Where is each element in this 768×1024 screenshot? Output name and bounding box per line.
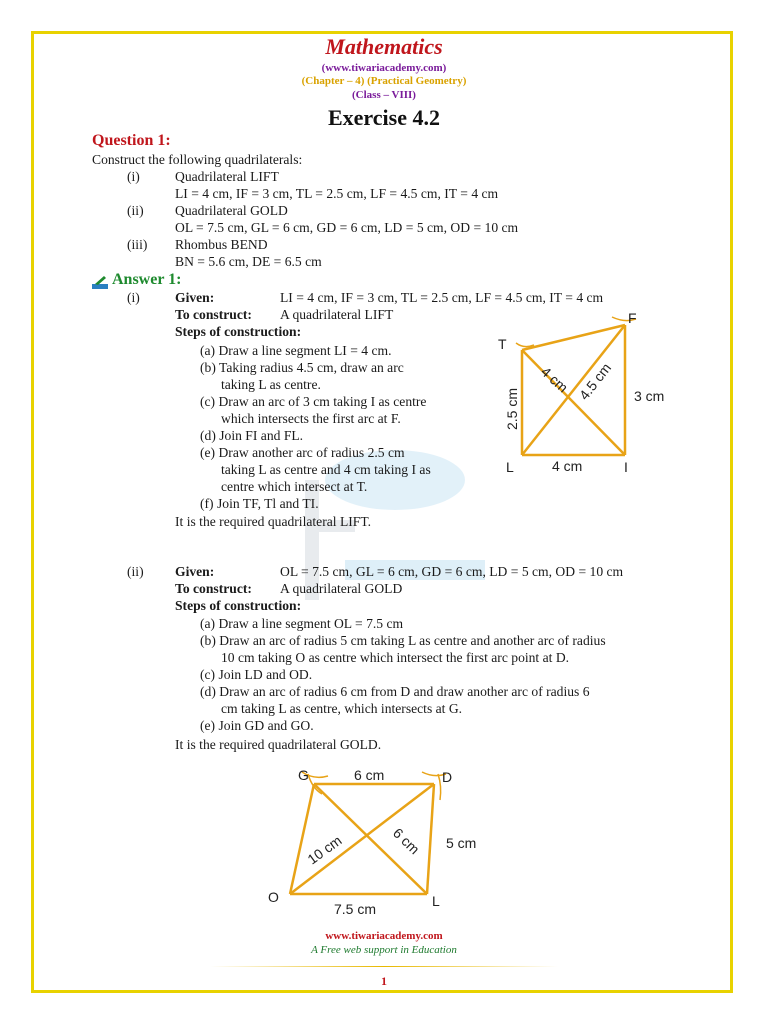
arc-T xyxy=(516,343,534,347)
chapter-info: (Chapter – 4) (Practical Geometry) xyxy=(301,75,467,87)
step-line: (b) Draw an arc of radius 5 cm taking L as centre and another arc of radius xyxy=(200,633,606,648)
step-line: taking L as centre and 4 cm taking I as xyxy=(221,462,431,477)
answer-pen-icon xyxy=(92,275,108,289)
page-number: 1 xyxy=(381,974,387,988)
given-values: LI = 4 cm, IF = 3 cm, TL = 2.5 cm, LF = 4.5 cm, IT = 4 cm xyxy=(280,290,604,305)
answer-part-num: (i) xyxy=(127,290,140,305)
label-TI: 4 cm xyxy=(537,363,572,396)
label-LI: 4 cm xyxy=(552,458,583,474)
vertex-L: L xyxy=(432,893,440,909)
step-line: (e) Join GD and GO. xyxy=(200,718,314,733)
question-item-data: BN = 5.6 cm, DE = 6.5 cm xyxy=(175,254,322,269)
site-url: (www.tiwariacademy.com) xyxy=(321,62,447,74)
vertex-F: F xyxy=(628,310,637,326)
label-LF: 4.5 cm xyxy=(575,359,615,403)
segment-LF xyxy=(522,325,625,455)
label-TL: 2.5 cm xyxy=(504,387,520,430)
step-line: cm taking L as centre, which intersects at G. xyxy=(221,701,463,716)
step-line: (b) Taking radius 4.5 cm, draw an arc xyxy=(200,360,404,375)
step-line: centre which intersect at T. xyxy=(221,479,368,494)
step-line: (c) Draw an arc of 3 cm taking I as centre xyxy=(200,394,427,409)
step-line: taking L as centre. xyxy=(221,377,321,392)
vertex-G: G xyxy=(298,767,309,783)
step-line: (f) Join TF, Tl and TI. xyxy=(200,496,319,511)
step-line: (d) Join FI and FL. xyxy=(200,428,304,443)
label-IF: 3 cm xyxy=(634,388,665,404)
question-item-title: Quadrilateral GOLD xyxy=(175,203,288,218)
segment-LD xyxy=(427,784,434,894)
question-item-num: (i) xyxy=(127,169,140,184)
question-item-title: Quadrilateral LIFT xyxy=(175,169,279,184)
vertex-O: O xyxy=(268,889,279,905)
vertex-L: L xyxy=(506,459,514,475)
class-info: (Class – VIII) xyxy=(352,89,416,101)
vertex-T: T xyxy=(498,336,507,352)
steps-label: Steps of construction: xyxy=(175,324,302,339)
construct-label: To construct: xyxy=(175,581,252,596)
question-item-data: OL = 7.5 cm, GL = 6 cm, GD = 6 cm, LD = 5 cm, OD = 10 cm xyxy=(175,220,519,235)
construct-label: To construct: xyxy=(175,307,252,322)
label-GL: 6 cm xyxy=(389,824,423,858)
question-item-data: LI = 4 cm, IF = 3 cm, TL = 2.5 cm, LF = 4.5 cm, IT = 4 cm xyxy=(175,186,499,201)
segment-TI xyxy=(522,350,625,455)
answer-heading: Answer 1: xyxy=(112,271,182,288)
question-intro: Construct the following quadrilaterals: xyxy=(92,152,303,167)
footer-url: www.tiwariacademy.com xyxy=(325,930,443,942)
step-line: (e) Draw another arc of radius 2.5 cm xyxy=(200,445,405,460)
footer-tagline: A Free web support in Education xyxy=(311,944,457,956)
construct-value: A quadrilateral GOLD xyxy=(280,581,403,596)
answer-part-num: (ii) xyxy=(127,564,144,579)
conclusion: It is the required quadrilateral LIFT. xyxy=(175,514,372,529)
step-line: (a) Draw a line segment OL = 7.5 cm xyxy=(200,616,404,631)
question-item-num: (iii) xyxy=(127,237,148,252)
figure-gold xyxy=(262,760,502,920)
steps-label: Steps of construction: xyxy=(175,598,302,613)
given-label: Given: xyxy=(175,290,215,305)
vertex-D: D xyxy=(442,769,453,785)
question-item-num: (ii) xyxy=(127,203,144,218)
step-line: (a) Draw a line segment LI = 4 cm. xyxy=(200,343,392,358)
label-GD: 6 cm xyxy=(354,767,385,783)
conclusion: It is the required quadrilateral GOLD. xyxy=(175,737,382,752)
arc-D2 xyxy=(438,774,441,800)
subject-title: Mathematics xyxy=(325,34,443,59)
step-line: 10 cm taking O as centre which intersect the first arc point at D. xyxy=(221,650,570,665)
label-LD: 5 cm xyxy=(446,835,477,851)
figure-lift xyxy=(490,305,670,480)
exercise-title: Exercise 4.2 xyxy=(327,105,440,130)
question-item-title: Rhombus BEND xyxy=(175,237,268,252)
vertex-I: I xyxy=(624,459,628,475)
question-heading: Question 1: xyxy=(92,132,171,149)
label-OD: 10 cm xyxy=(304,832,345,868)
label-OL: 7.5 cm xyxy=(334,901,377,917)
step-line: (c) Join LD and OD. xyxy=(200,667,313,682)
step-line: which intersects the first arc at F. xyxy=(221,411,401,426)
given-values: OL = 7.5 cm, GL = 6 cm, GD = 6 cm, LD = 5 cm, OD = 10 cm xyxy=(280,564,624,579)
construct-value: A quadrilateral LIFT xyxy=(280,307,394,322)
footer-divider xyxy=(210,966,558,967)
given-label: Given: xyxy=(175,564,215,579)
step-line: (d) Draw an arc of radius 6 cm from D and draw another arc of radius 6 xyxy=(200,684,590,699)
